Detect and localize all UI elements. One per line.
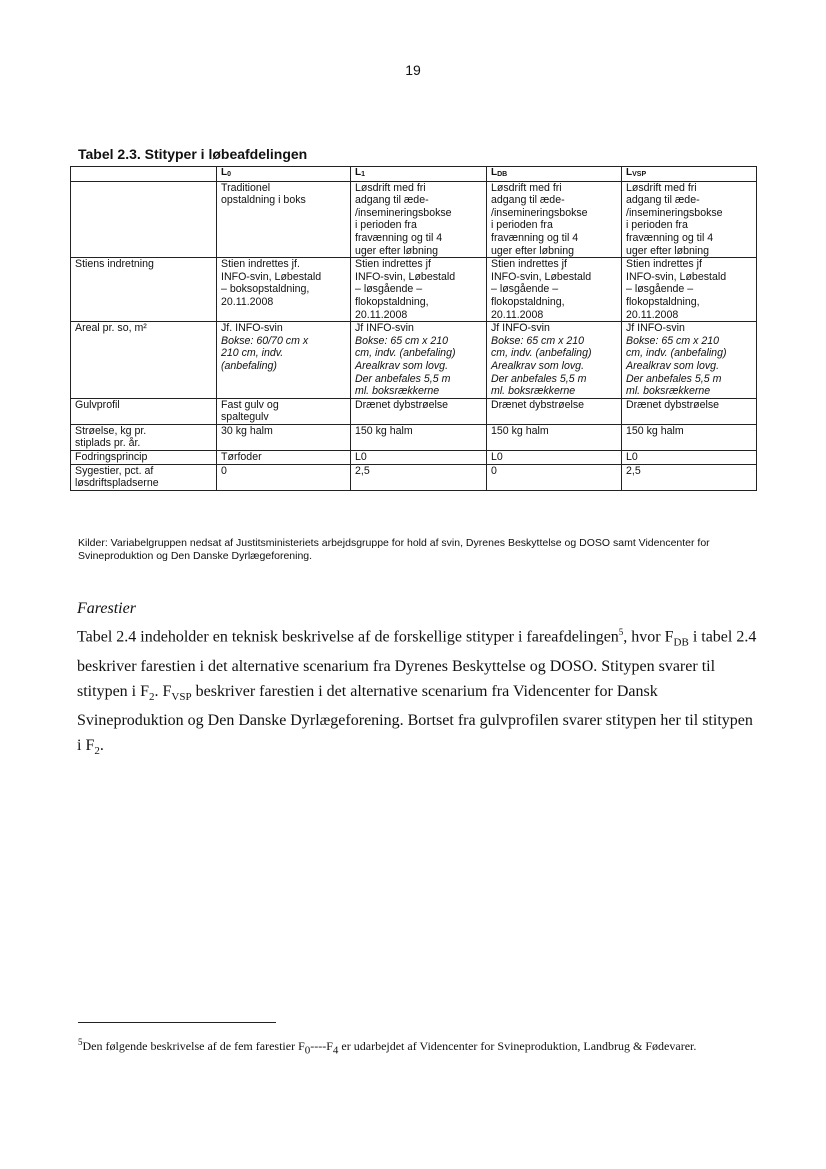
- footnote-number: 5: [78, 1037, 83, 1047]
- column-header: L0: [217, 167, 351, 182]
- header-row: [71, 167, 757, 182]
- column-header: [71, 167, 217, 182]
- table-cell: L0: [622, 451, 757, 465]
- table-cell: Jf INFO-svin Bokse: 65 cm x 210 cm, indv. (anbefaling) Arealkrav som lovg. Der anbefales 5,5 m ml. boksrækkerne: [622, 322, 757, 399]
- table-row: [71, 424, 757, 450]
- table-cell: 150 kg halm: [487, 424, 622, 450]
- table-cell: 150 kg halm: [622, 424, 757, 450]
- row-label: Sygestier, pct. af løsdriftspladserne: [71, 464, 217, 490]
- column-header: LDB: [487, 167, 622, 182]
- table-row: [71, 398, 757, 424]
- row-label: Strøelse, kg pr. stiplads pr. år.: [71, 424, 217, 450]
- table-cell: L0: [351, 451, 487, 465]
- footnote: $^5$Den følgende beskrivelse af de fem farestier $F_0----F_4$ er udarbejdet af Videncenter for Svineproduktion, Landbrug & Fødevarer.: [78, 1037, 697, 1057]
- table-cell: Løsdrift med fri adgang til æde- /insemineringsbokse i perioden fra fravænning og til 4 uger efter løbning: [487, 181, 622, 258]
- table-cell: Løsdrift med fri adgang til æde- /insemineringsbokse i perioden fra fravænning og til 4 uger efter løbning: [351, 181, 487, 258]
- table-cell: 0: [217, 464, 351, 490]
- row-label: Stiens indretning: [71, 258, 217, 322]
- section-heading: Farestier: [77, 600, 136, 617]
- table-row: [71, 322, 757, 399]
- table-cell: Stien indrettes jf. INFO-svin, Løbestald – boksopstaldning, 20.11.2008: [217, 258, 351, 322]
- column-header: L1: [351, 167, 487, 182]
- table-cell: Stien indrettes jf INFO-svin, Løbestald – løsgående – flokopstaldning, 20.11.2008: [487, 258, 622, 322]
- table-cell: 2,5: [351, 464, 487, 490]
- table-cell: Drænet dybstrøelse: [622, 398, 757, 424]
- table-cell: Drænet dybstrøelse: [351, 398, 487, 424]
- table-cell: Traditionel opstaldning i boks: [217, 181, 351, 258]
- table-cell: 0: [487, 464, 622, 490]
- table-cell: Løsdrift med fri adgang til æde- /insemineringsbokse i perioden fra fravænning og til 4 uger efter løbning: [622, 181, 757, 258]
- row-label: [71, 181, 217, 258]
- table-header: [71, 167, 757, 182]
- table-cell: 30 kg halm: [217, 424, 351, 450]
- table-cell: Stien indrettes jf INFO-svin, Løbestald – løsgående – flokopstaldning, 20.11.2008: [351, 258, 487, 322]
- footnote-ref: 5: [618, 627, 624, 637]
- table-cell: 2,5: [622, 464, 757, 490]
- table-title: Tabel 2.3. Stityper i løbeafdelingen: [78, 146, 308, 162]
- table-row: [71, 451, 757, 465]
- table-row: [71, 258, 757, 322]
- row-label: Fodringsprincip: [71, 451, 217, 465]
- table-cell: Drænet dybstrøelse: [487, 398, 622, 424]
- column-header: LVSP: [622, 167, 757, 182]
- table-source-note: Kilder: Variabelgruppen nedsat af Justitsministeriets arbejdsgruppe for hold af svin, Dyrenes Beskyttelse og DOSO samt Videncenter for Svineproduktion og Den Danske Dyrlægeforening.: [78, 537, 710, 562]
- page-number: 19: [405, 62, 421, 78]
- row-label: Gulvprofil: [71, 398, 217, 424]
- table-row: [71, 181, 757, 258]
- table-cell: Jf INFO-svin Bokse: 65 cm x 210 cm, indv. (anbefaling) Arealkrav som lovg. Der anbefales 5,5 m ml. boksrækkerne: [351, 322, 487, 399]
- table-cell: Jf. INFO-svin Bokse: 60/70 cm x 210 cm, indv. (anbefaling): [217, 322, 351, 399]
- table-cell: Stien indrettes jf INFO-svin, Løbestald – løsgående – flokopstaldning, 20.11.2008: [622, 258, 757, 322]
- table-cell: Fast gulv og spaltegulv: [217, 398, 351, 424]
- table-body: [71, 181, 757, 490]
- table-cell: 150 kg halm: [351, 424, 487, 450]
- row-label: Areal pr. so, m²: [71, 322, 217, 399]
- stityper-table: [70, 166, 757, 491]
- table-cell: Tørfoder: [217, 451, 351, 465]
- table-row: [71, 464, 757, 490]
- footnote-divider: [78, 1022, 276, 1023]
- table-cell: L0: [487, 451, 622, 465]
- table-cell: Jf INFO-svin Bokse: 65 cm x 210 cm, indv. (anbefaling) Arealkrav som lovg. Der anbefales 5,5 m ml. boksrækkerne: [487, 322, 622, 399]
- body-paragraph: Tabel 2.4 indeholder en teknisk beskrivelse af de forskellige stityper i fareafdelingen$^5$, hvor $F_{DB}$ i tabel 2.4 beskriver farestien i det alternative scenarium fra Dyrenes Beskyttelse og DOSO. Stitypen svarer til stitypen i $F_2$. $F_{VSP}$ beskriver farestien i det alternative scenarium fra Videncenter for Dansk Svineproduktion og Den Danske Dyrlægeforening. Bortset fra gulvprofilen svarer stitypen her til stitypen i $F_2$.: [77, 627, 757, 757]
